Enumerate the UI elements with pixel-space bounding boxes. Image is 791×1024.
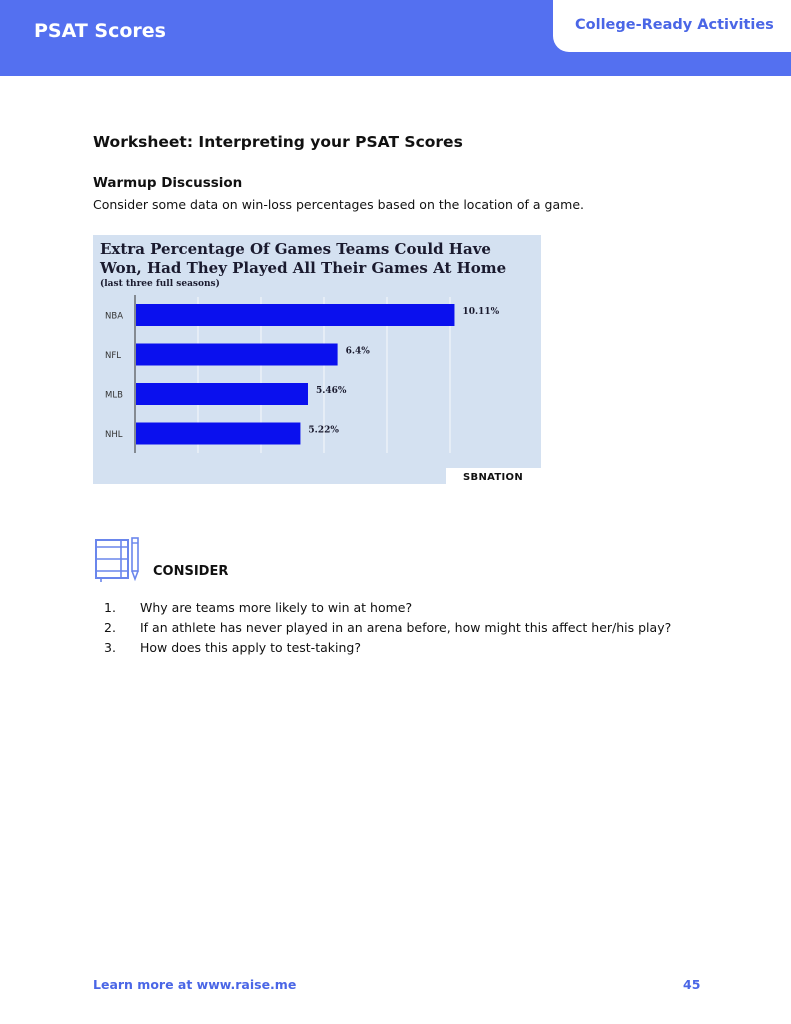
chart-bar-nba (136, 304, 454, 326)
page-header (0, 0, 791, 76)
chart-title-line-2: Won, Had They Played All Their Games At Home (100, 259, 507, 277)
question-number: 2. (104, 620, 116, 635)
question-number: 1. (104, 600, 116, 615)
chart-category-label: NFL (105, 351, 121, 361)
sbnation-logo (446, 468, 541, 484)
header-tab (553, 0, 791, 52)
header-title: PSAT Scores (34, 20, 166, 42)
footer-link[interactable]: Learn more at www.raise.me (93, 977, 297, 992)
question-number: 3. (104, 640, 116, 655)
warmup-text: Consider some data on win-loss percentages based on the location of a game. (93, 197, 584, 212)
chart-bar-nfl (136, 344, 338, 366)
question-text: How does this apply to test-taking? (140, 640, 361, 655)
chart-category-label: NBA (105, 311, 124, 322)
consider-question (104, 598, 671, 618)
home-advantage-chart (93, 235, 541, 484)
chart-bar-mlb (136, 383, 308, 405)
chart-category-label: NHL (105, 430, 123, 440)
chart-value-label: 5.22% (308, 425, 339, 436)
worksheet-title: Worksheet: Interpreting your PSAT Scores (93, 133, 463, 151)
sbnation-logo-text: SBNATION (463, 472, 523, 483)
question-text: If an athlete has never played in an arena before, how might this affect her/his play? (140, 620, 672, 635)
chart-category-label: MLB (105, 390, 123, 401)
notebook-pencil-icon (94, 537, 142, 583)
consider-question (104, 638, 671, 658)
question-text: Why are teams more likely to win at home? (140, 600, 413, 615)
chart-value-label: 5.46% (315, 386, 347, 396)
chart-value-label: 10.11% (462, 307, 500, 317)
chart-bar-nhl (136, 423, 300, 445)
chart-subtitle: (last three full seasons) (100, 279, 220, 289)
chart-title-line-1: Extra Percentage Of Games Teams Could Have (100, 240, 491, 258)
consider-question-list (104, 598, 671, 658)
warmup-heading: Warmup Discussion (93, 175, 243, 191)
consider-question (104, 618, 671, 638)
header-tab-label: College-Ready Activities (575, 17, 774, 33)
chart-value-label: 6.4% (345, 346, 370, 357)
consider-heading: CONSIDER (153, 564, 229, 579)
page-number: 45 (683, 977, 701, 992)
